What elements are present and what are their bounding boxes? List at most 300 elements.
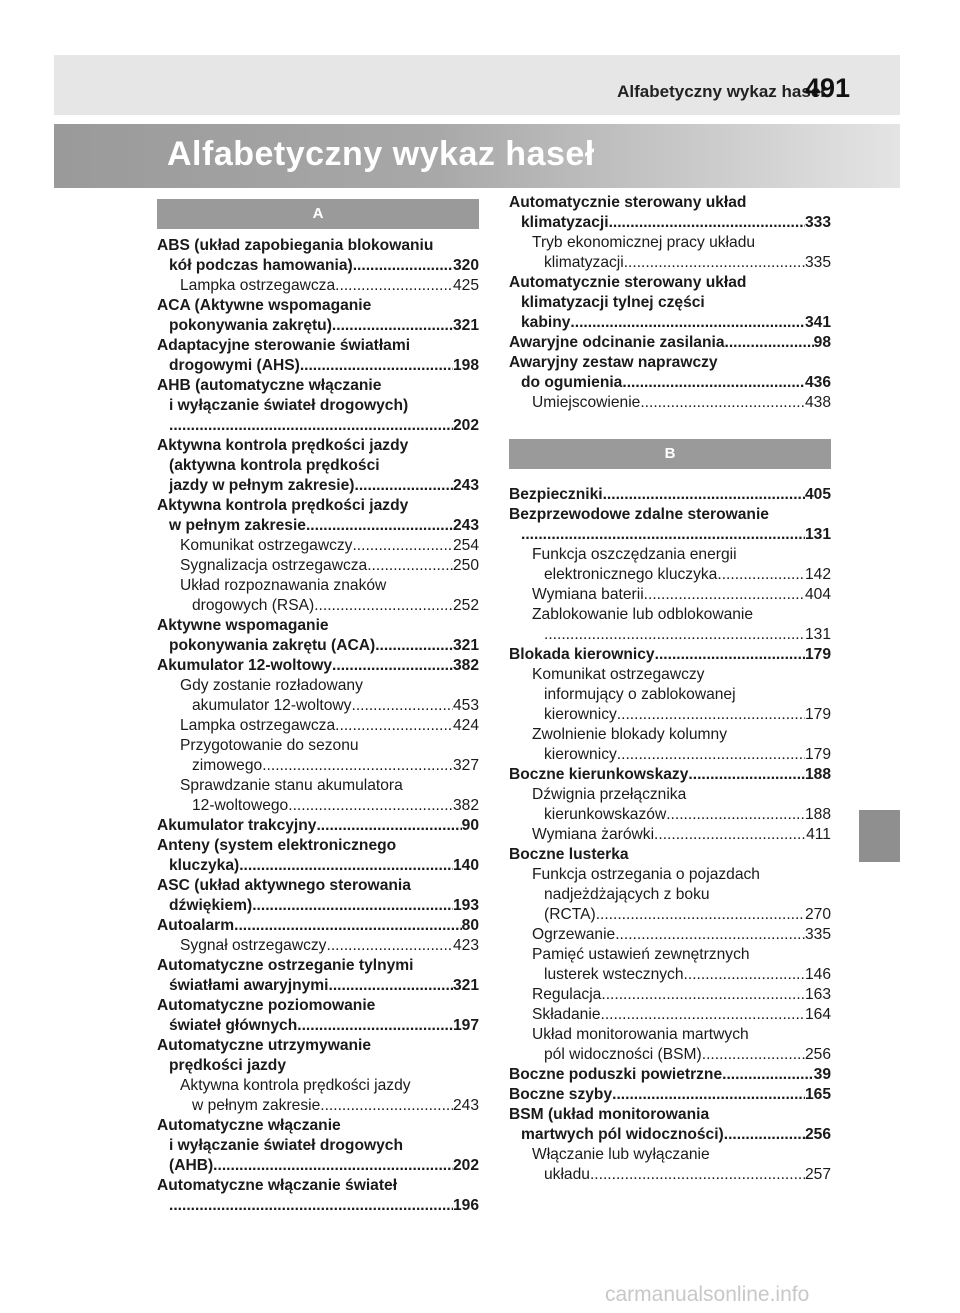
index-entry-line bbox=[532, 253, 831, 273]
index-term: Zablokowanie lub odblokowanie bbox=[532, 606, 754, 623]
dot-leader bbox=[316, 816, 461, 836]
index-entry-line bbox=[532, 585, 831, 605]
page-reference: 411 bbox=[806, 826, 831, 843]
dot-leader bbox=[252, 896, 453, 916]
index-entry-line bbox=[532, 705, 831, 725]
index-entry-line bbox=[532, 965, 831, 985]
index-term: kabiny bbox=[521, 314, 571, 331]
dot-leader bbox=[590, 1165, 805, 1185]
page-reference: 382 bbox=[452, 797, 479, 814]
index-entry bbox=[157, 616, 479, 656]
index-term: klimatyzacji tylnej części bbox=[521, 294, 705, 311]
page-reference: 335 bbox=[804, 926, 831, 943]
page-reference: 131 bbox=[804, 526, 831, 543]
index-entry-line bbox=[532, 625, 831, 645]
index-term: klimatyzacji bbox=[544, 254, 624, 271]
index-entry-line bbox=[180, 716, 479, 736]
dot-leader bbox=[375, 636, 453, 656]
index-entry bbox=[509, 645, 831, 665]
index-entry-line bbox=[509, 525, 831, 545]
index-term: Aktywna kontrola prędkości jazdy bbox=[157, 497, 409, 514]
page-reference: 327 bbox=[452, 757, 479, 774]
dot-leader bbox=[684, 965, 805, 985]
index-entry bbox=[509, 393, 831, 413]
index-entry bbox=[157, 1176, 479, 1216]
page-reference: 252 bbox=[452, 597, 479, 614]
index-entry-line bbox=[509, 1125, 831, 1145]
index-term: Sygnał ostrzegawczy bbox=[180, 937, 327, 954]
index-entry bbox=[157, 436, 479, 496]
index-entry bbox=[509, 233, 831, 273]
index-entry bbox=[157, 916, 479, 936]
index-term: Bezpieczniki bbox=[509, 486, 603, 503]
index-entry-line bbox=[509, 213, 831, 233]
index-term: Przygotowanie do sezonu bbox=[180, 737, 359, 754]
index-entry bbox=[509, 1005, 831, 1025]
dot-leader bbox=[213, 1156, 453, 1176]
index-term: akumulator 12-woltowy bbox=[192, 697, 352, 714]
index-entry-line bbox=[157, 636, 479, 656]
index-term: ABS (układ zapobiegania blokowaniu bbox=[157, 237, 434, 254]
dot-leader bbox=[644, 585, 805, 605]
index-entry bbox=[509, 925, 831, 945]
index-entry-line bbox=[180, 756, 479, 776]
index-entry-line bbox=[180, 596, 479, 616]
index-term: kierownicy bbox=[544, 746, 617, 763]
page-reference: 270 bbox=[804, 906, 831, 923]
index-term: Tryb ekonomicznej pracy układu bbox=[532, 234, 756, 251]
index-entry-line bbox=[509, 485, 831, 505]
index-term: kierunkowskazów bbox=[544, 806, 667, 823]
index-entry-line bbox=[532, 925, 831, 945]
index-entry-line bbox=[532, 905, 831, 925]
dot-leader bbox=[624, 253, 805, 273]
dot-leader bbox=[169, 416, 453, 436]
page-reference: 140 bbox=[452, 857, 479, 874]
index-term: klimatyzacji bbox=[521, 214, 609, 231]
index-term: Lampka ostrzegawcza bbox=[180, 717, 336, 734]
index-entry bbox=[509, 865, 831, 925]
page-reference: 333 bbox=[804, 214, 831, 231]
index-entry-line bbox=[157, 1196, 479, 1216]
page-reference: 165 bbox=[804, 1086, 831, 1103]
page-reference: 243 bbox=[452, 477, 479, 494]
page-reference: 90 bbox=[461, 817, 479, 834]
page-reference: 98 bbox=[813, 334, 831, 351]
index-entry bbox=[157, 776, 479, 816]
index-term: Komunikat ostrzegawczy bbox=[180, 537, 353, 554]
index-entry-line bbox=[180, 936, 479, 956]
dot-leader bbox=[654, 825, 806, 845]
page-reference: 179 bbox=[804, 646, 831, 663]
index-term: martwych pól widoczności) bbox=[521, 1126, 724, 1143]
index-entry-line bbox=[157, 416, 479, 436]
index-term: Akumulator trakcyjny bbox=[157, 817, 317, 834]
index-term: 12-woltowego bbox=[192, 797, 289, 814]
index-entry-line bbox=[532, 745, 831, 765]
index-term: Układ rozpoznawania znaków bbox=[180, 577, 387, 594]
watermark: carmanualsonline.info bbox=[605, 1283, 810, 1306]
index-entry bbox=[509, 545, 831, 585]
dot-leader bbox=[544, 625, 805, 645]
index-entry bbox=[509, 825, 831, 845]
page-reference: 164 bbox=[804, 1006, 831, 1023]
dot-leader bbox=[617, 705, 805, 725]
index-term: Awaryjne odcinanie zasilania bbox=[509, 334, 725, 351]
page-reference: 424 bbox=[452, 717, 479, 734]
index-term: Bezprzewodowe zdalne sterowanie bbox=[509, 506, 769, 523]
dot-leader bbox=[722, 1065, 814, 1085]
index-term: układu bbox=[544, 1166, 590, 1183]
index-term: Składanie bbox=[532, 1006, 601, 1023]
index-term: pól widoczności (BSM) bbox=[544, 1046, 702, 1063]
page-reference: 243 bbox=[452, 1097, 479, 1114]
index-entry bbox=[509, 193, 831, 233]
index-list-b bbox=[509, 485, 831, 1185]
dot-leader bbox=[702, 1045, 805, 1065]
index-term: w pełnym zakresie bbox=[192, 1097, 321, 1114]
page-reference: 131 bbox=[804, 626, 831, 643]
index-entry bbox=[157, 936, 479, 956]
dot-leader bbox=[354, 476, 452, 496]
index-term: lusterek wstecznych bbox=[544, 966, 684, 983]
dot-leader bbox=[724, 1125, 805, 1145]
dot-leader bbox=[603, 485, 805, 505]
index-entry bbox=[157, 816, 479, 836]
dot-leader bbox=[601, 985, 805, 1005]
index-entry bbox=[157, 296, 479, 336]
index-entry bbox=[157, 956, 479, 996]
dot-leader bbox=[617, 745, 805, 765]
page-reference: 197 bbox=[452, 1017, 479, 1034]
index-term: światłami awaryjnymi bbox=[169, 977, 329, 994]
index-term: Ogrzewanie bbox=[532, 926, 616, 943]
index-term: (aktywna kontrola prędkości bbox=[169, 457, 380, 474]
index-entry-line bbox=[157, 516, 479, 536]
index-entry-line bbox=[509, 373, 831, 393]
page-reference: 198 bbox=[452, 357, 479, 374]
index-term: BSM (układ monitorowania bbox=[509, 1106, 710, 1123]
index-term: Awaryjny zestaw naprawczy bbox=[509, 354, 718, 371]
index-term: (RCTA) bbox=[544, 906, 596, 923]
page-reference: 250 bbox=[452, 557, 479, 574]
index-entry-line bbox=[180, 536, 479, 556]
index-term: elektronicznego kluczyka bbox=[544, 566, 718, 583]
dot-leader bbox=[169, 1196, 453, 1216]
index-entry bbox=[157, 1116, 479, 1176]
index-term: Autoalarm bbox=[157, 917, 235, 934]
page-reference: 80 bbox=[461, 917, 479, 934]
index-term: nadjeżdżających z boku bbox=[544, 886, 710, 903]
index-entry bbox=[509, 353, 831, 393]
dot-leader bbox=[640, 393, 805, 413]
dot-leader bbox=[367, 556, 453, 576]
index-term: Boczne poduszki powietrzne bbox=[509, 1066, 723, 1083]
index-term: prędkości jazdy bbox=[169, 1057, 286, 1074]
index-entry bbox=[157, 236, 479, 276]
index-entry-line bbox=[180, 796, 479, 816]
page-reference: 320 bbox=[452, 257, 479, 274]
index-term: Umiejscowienie bbox=[532, 394, 641, 411]
index-term: zimowego bbox=[192, 757, 263, 774]
index-entry-line bbox=[509, 333, 831, 353]
index-term: Aktywna kontrola prędkości jazdy bbox=[157, 437, 409, 454]
index-entry bbox=[509, 665, 831, 725]
index-term: (AHB) bbox=[169, 1157, 214, 1174]
dot-leader bbox=[335, 716, 453, 736]
index-entry bbox=[157, 1076, 479, 1116]
index-term: świateł głównych bbox=[169, 1017, 298, 1034]
page-reference: 423 bbox=[452, 937, 479, 954]
index-column-right bbox=[509, 193, 831, 1185]
index-entry bbox=[509, 1145, 831, 1185]
page-reference: 382 bbox=[452, 657, 479, 674]
dot-leader bbox=[335, 276, 453, 296]
index-term: do ogumienia bbox=[521, 374, 623, 391]
dot-leader bbox=[612, 1085, 805, 1105]
index-term: AHB (automatyczne włączanie bbox=[157, 377, 382, 394]
page-number: 491 bbox=[804, 73, 850, 103]
index-entry bbox=[509, 273, 831, 333]
index-term: informujący o zablokowanej bbox=[544, 686, 736, 703]
dot-leader bbox=[234, 916, 462, 936]
index-term: Akumulator 12-woltowy bbox=[157, 657, 333, 674]
page-reference: 142 bbox=[804, 566, 831, 583]
index-entry bbox=[157, 376, 479, 436]
dot-leader bbox=[314, 596, 453, 616]
dot-leader bbox=[306, 516, 453, 536]
dot-leader bbox=[326, 936, 452, 956]
index-entry bbox=[157, 676, 479, 716]
index-list-a-continued bbox=[509, 193, 831, 413]
index-entry bbox=[509, 1065, 831, 1085]
index-term: i wyłączanie świateł drogowych) bbox=[169, 397, 409, 414]
index-entry-line bbox=[157, 356, 479, 376]
index-entry bbox=[157, 996, 479, 1036]
index-entry-line bbox=[532, 393, 831, 413]
index-entry-line bbox=[157, 656, 479, 676]
index-entry bbox=[509, 785, 831, 825]
index-term: kół podczas hamowania) bbox=[169, 257, 353, 274]
index-entry bbox=[509, 1085, 831, 1105]
index-entry-line bbox=[532, 1005, 831, 1025]
index-entry-line bbox=[157, 916, 479, 936]
page-reference: 193 bbox=[452, 897, 479, 914]
index-term: Blokada kierownicy bbox=[509, 646, 655, 663]
page-reference: 179 bbox=[804, 746, 831, 763]
index-entry bbox=[157, 276, 479, 296]
index-entry bbox=[157, 836, 479, 876]
index-entry bbox=[509, 945, 831, 985]
index-entry-line bbox=[157, 316, 479, 336]
index-term: jazdy w pełnym zakresie) bbox=[169, 477, 355, 494]
index-entry-line bbox=[509, 1085, 831, 1105]
index-entry bbox=[509, 845, 831, 865]
index-term: Automatycznie sterowany układ bbox=[509, 274, 747, 291]
index-entry-line bbox=[157, 1016, 479, 1036]
index-column-left bbox=[157, 236, 479, 1216]
index-entry bbox=[509, 1025, 831, 1065]
dot-leader bbox=[615, 925, 805, 945]
index-term: Automatyczne włączanie świateł bbox=[157, 1177, 398, 1194]
index-entry-line bbox=[180, 696, 479, 716]
dot-leader bbox=[351, 696, 452, 716]
section-thumb-tab bbox=[859, 810, 900, 862]
page-reference: 321 bbox=[452, 637, 479, 654]
index-entry-line bbox=[532, 1165, 831, 1185]
index-entry-line bbox=[509, 765, 831, 785]
index-entry bbox=[509, 985, 831, 1005]
index-term: ACA (Aktywne wspomaganie bbox=[157, 297, 372, 314]
index-entry bbox=[157, 716, 479, 736]
index-entry bbox=[509, 765, 831, 785]
dot-leader bbox=[332, 316, 453, 336]
index-term: ASC (układ aktywnego sterowania bbox=[157, 877, 411, 894]
index-entry-line bbox=[180, 276, 479, 296]
index-entry bbox=[157, 336, 479, 376]
dot-leader bbox=[596, 905, 805, 925]
page-reference: 256 bbox=[804, 1046, 831, 1063]
index-entry bbox=[157, 656, 479, 676]
index-term: Dźwignia przełącznika bbox=[532, 786, 687, 803]
index-term: Włączanie lub wyłączanie bbox=[532, 1146, 710, 1163]
page-reference: 257 bbox=[804, 1166, 831, 1183]
index-entry-line bbox=[532, 805, 831, 825]
index-entry-line bbox=[509, 313, 831, 333]
dot-leader bbox=[609, 213, 805, 233]
index-entry bbox=[157, 736, 479, 776]
index-term: kluczyka) bbox=[169, 857, 240, 874]
dot-leader bbox=[622, 373, 805, 393]
index-term: Boczne lusterka bbox=[509, 846, 629, 863]
index-term: Funkcja oszczędzania energii bbox=[532, 546, 737, 563]
index-term: Pamięć ustawień zewnętrznych bbox=[532, 946, 750, 963]
index-entry bbox=[157, 496, 479, 536]
index-entry bbox=[509, 505, 831, 545]
index-term: Regulacja bbox=[532, 986, 602, 1003]
dot-leader bbox=[353, 256, 453, 276]
index-entry bbox=[157, 556, 479, 576]
dot-leader bbox=[332, 656, 453, 676]
dot-leader bbox=[666, 805, 805, 825]
index-entry bbox=[157, 536, 479, 556]
index-term: kierownicy bbox=[544, 706, 617, 723]
dot-leader bbox=[328, 976, 452, 996]
index-entry-line bbox=[157, 896, 479, 916]
index-term: Aktywna kontrola prędkości jazdy bbox=[180, 1077, 411, 1094]
index-entry-line bbox=[532, 1045, 831, 1065]
index-entry-line bbox=[532, 565, 831, 585]
index-entry bbox=[157, 1036, 479, 1076]
page-reference: 321 bbox=[452, 977, 479, 994]
page-reference: 436 bbox=[804, 374, 831, 391]
page-reference: 453 bbox=[452, 697, 479, 714]
index-term: pokonywania zakrętu) bbox=[169, 317, 332, 334]
index-term: w pełnym zakresie bbox=[169, 517, 306, 534]
index-entry bbox=[509, 333, 831, 353]
index-entry bbox=[509, 585, 831, 605]
page-reference: 188 bbox=[804, 806, 831, 823]
dot-leader bbox=[601, 1005, 805, 1025]
index-entry bbox=[509, 725, 831, 765]
index-term: Gdy zostanie rozładowany bbox=[180, 677, 363, 694]
index-entry bbox=[509, 1105, 831, 1145]
index-entry-line bbox=[532, 825, 831, 845]
dot-leader bbox=[725, 333, 814, 353]
section-header-a: A bbox=[157, 199, 479, 229]
index-term: Lampka ostrzegawcza bbox=[180, 277, 336, 294]
index-term: Funkcja ostrzegania o pojazdach bbox=[532, 866, 760, 883]
index-term: dźwiękiem) bbox=[169, 897, 253, 914]
index-term: Komunikat ostrzegawczy bbox=[532, 666, 705, 683]
index-term: Automatyczne poziomowanie bbox=[157, 997, 376, 1014]
page-reference: 39 bbox=[813, 1066, 831, 1083]
index-term: Wymiana żarówki bbox=[532, 826, 655, 843]
dot-leader bbox=[239, 856, 453, 876]
page-reference: 425 bbox=[452, 277, 479, 294]
dot-leader bbox=[352, 536, 453, 556]
index-term: drogowymi (AHS) bbox=[169, 357, 300, 374]
index-entry-line bbox=[157, 256, 479, 276]
index-entry-line bbox=[157, 976, 479, 996]
index-term: Automatyczne ostrzeganie tylnymi bbox=[157, 957, 414, 974]
page-reference: 163 bbox=[804, 986, 831, 1003]
index-term: drogowych (RSA) bbox=[192, 597, 315, 614]
index-entry-line bbox=[509, 645, 831, 665]
index-entry-line bbox=[509, 1065, 831, 1085]
header-title: Alfabetyczny wykaz haseł bbox=[617, 82, 825, 101]
index-term: Automatyczne utrzymywanie bbox=[157, 1037, 372, 1054]
page-reference: 202 bbox=[452, 417, 479, 434]
dot-leader bbox=[262, 756, 453, 776]
index-entry bbox=[509, 605, 831, 645]
index-term: Anteny (system elektronicznego bbox=[157, 837, 397, 854]
index-term: Boczne kierunkowskazy bbox=[509, 766, 689, 783]
page-reference: 404 bbox=[804, 586, 831, 603]
index-term: Automatycznie sterowany układ bbox=[509, 194, 747, 211]
index-term: Automatyczne włączanie bbox=[157, 1117, 341, 1134]
index-entry-line bbox=[157, 1156, 479, 1176]
page-reference: 202 bbox=[452, 1157, 479, 1174]
index-entry bbox=[157, 876, 479, 916]
page-reference: 438 bbox=[804, 394, 831, 411]
page-reference: 254 bbox=[452, 537, 479, 554]
page-reference: 405 bbox=[804, 486, 831, 503]
dot-leader bbox=[717, 565, 805, 585]
page-reference: 188 bbox=[804, 766, 831, 783]
dot-leader bbox=[521, 525, 805, 545]
page-reference: 243 bbox=[452, 517, 479, 534]
page-title: Alfabetyczny wykaz haseł bbox=[167, 135, 595, 173]
index-term: Układ monitorowania martwych bbox=[532, 1026, 749, 1043]
page-reference: 341 bbox=[804, 314, 831, 331]
index-term: Sprawdzanie stanu akumulatora bbox=[180, 777, 403, 794]
index-term: Adaptacyjne sterowanie światłami bbox=[157, 337, 411, 354]
index-entry-line bbox=[180, 1096, 479, 1116]
dot-leader bbox=[297, 1016, 453, 1036]
page-reference: 146 bbox=[804, 966, 831, 983]
page-reference: 179 bbox=[804, 706, 831, 723]
index-term: Aktywne wspomaganie bbox=[157, 617, 329, 634]
index-entry bbox=[157, 576, 479, 616]
index-term: Boczne szyby bbox=[509, 1086, 613, 1103]
dot-leader bbox=[570, 313, 805, 333]
index-term: pokonywania zakrętu (ACA) bbox=[169, 637, 376, 654]
page-reference: 256 bbox=[804, 1126, 831, 1143]
index-entry-line bbox=[157, 476, 479, 496]
page-reference: 196 bbox=[452, 1197, 479, 1214]
dot-leader bbox=[688, 765, 805, 785]
